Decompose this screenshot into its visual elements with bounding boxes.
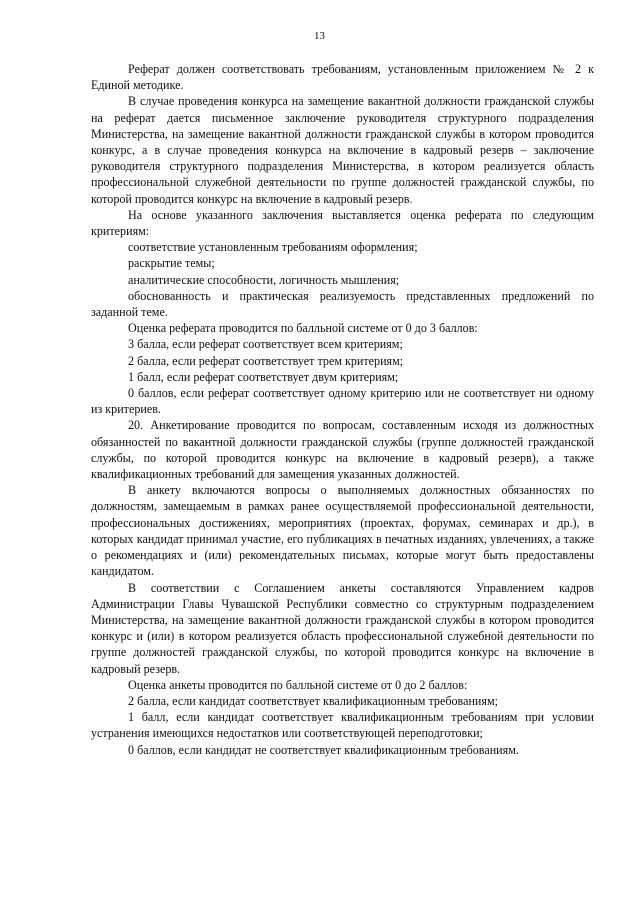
paragraph-questionnaire-scoring: Оценка анкеты проводится по балльной системе от 0 до 2 баллов: bbox=[128, 677, 468, 692]
score-questionnaire-2: 2 балла, если кандидат соответствует квалификационным требованиям; bbox=[128, 693, 498, 708]
document-body bbox=[91, 61, 594, 758]
score-abstract-0: 0 баллов, если реферат соответствует одному критерию или не соответствует ни одному из критериев. bbox=[91, 386, 594, 417]
criterion-formatting: соответствие установленным требованиям оформления; bbox=[128, 240, 418, 255]
paragraph-questionnaire-20: 20. Анкетирование проводится по вопросам, составленным исходя из должностных обязанностей по вакантной должности гражданской службы (группе должностей гражданской службы, по которой проводится конкурс на включение в кадровый резерв), а также квалификационных требований для замещения указанных должностей. bbox=[91, 418, 594, 482]
paragraph-questionnaire-agreement: В соответствии с Соглашением анкеты составляются Управлением кадров Администрации Главы Чувашской Республики совместно со структурным подразделением Министерства, на замещение вакантной должности гражданской службы в котором проводится конкурс и (или) в котором реализуется область профессиональной служебной деятельности по группе должностей гражданской службы, по которой проводится конкурс на включение в кадровый резерв. bbox=[91, 580, 594, 676]
score-abstract-2: 2 балла, если реферат соответствует трем критериям; bbox=[128, 353, 404, 368]
paragraph-abstract-requirements: Реферат должен соответствовать требованиям, установленным приложением № 2 к Единой методике. bbox=[91, 62, 594, 93]
score-questionnaire-1: 1 балл, если кандидат соответствует квалификационным требованиям при условии устранения имеющихся недостатков или соответствующей переподготовки; bbox=[91, 710, 594, 741]
criterion-feasibility: обоснованность и практическая реализуемость представленных предложений по заданной теме. bbox=[91, 288, 594, 320]
score-questionnaire-0: 0 баллов, если кандидат не соответствует квалификационным требованиям. bbox=[128, 742, 519, 757]
score-abstract-1: 1 балл, если реферат соответствует двум критериям; bbox=[128, 369, 399, 384]
paragraph-criteria-intro: На основе указанного заключения выставляется оценка реферата по следующим критериям: bbox=[91, 207, 594, 239]
criterion-analytical-skills: аналитические способности, логичность мышления; bbox=[128, 272, 400, 287]
page-number: 13 bbox=[314, 30, 325, 42]
paragraph-abstract-scoring: Оценка реферата проводится по балльной системе от 0 до 3 баллов: bbox=[128, 321, 478, 336]
criterion-topic-coverage: раскрытие темы; bbox=[128, 256, 215, 271]
paragraph-questionnaire-content: В анкету включаются вопросы о выполняемых должностных обязанностях по должностям, замещаемым в рамках ранее осуществляемой профессиональной деятельности, профессиональных достижениях, мероприятиях (проектах, форумах, семинарах и др.), в которых кандидат принимал участие, его публикациях в печатных изданиях, увлечениях, а также о рекомендациях и (или) рекомендательных письмах, которые могут быть предоставлены кандидатом. bbox=[91, 483, 594, 579]
paragraph-abstract-conclusion: В случае проведения конкурса на замещение вакантной должности гражданской службы на реферат дается письменное заключение руководителя структурного подразделения Министерства, на замещение вакантной должности гражданской службы в котором проводится конкурс, а в случае проведения конкурса на включение в кадровый резерв – заключение руководителя структурного подразделения Министерства, в котором реализуется область профессиональной служебной деятельности по группе должностей гражданской службы, по которой проводится конкурс на включение в кадровый резерв. bbox=[91, 94, 594, 206]
score-abstract-3: 3 балла, если реферат соответствует всем критериям; bbox=[128, 337, 403, 352]
